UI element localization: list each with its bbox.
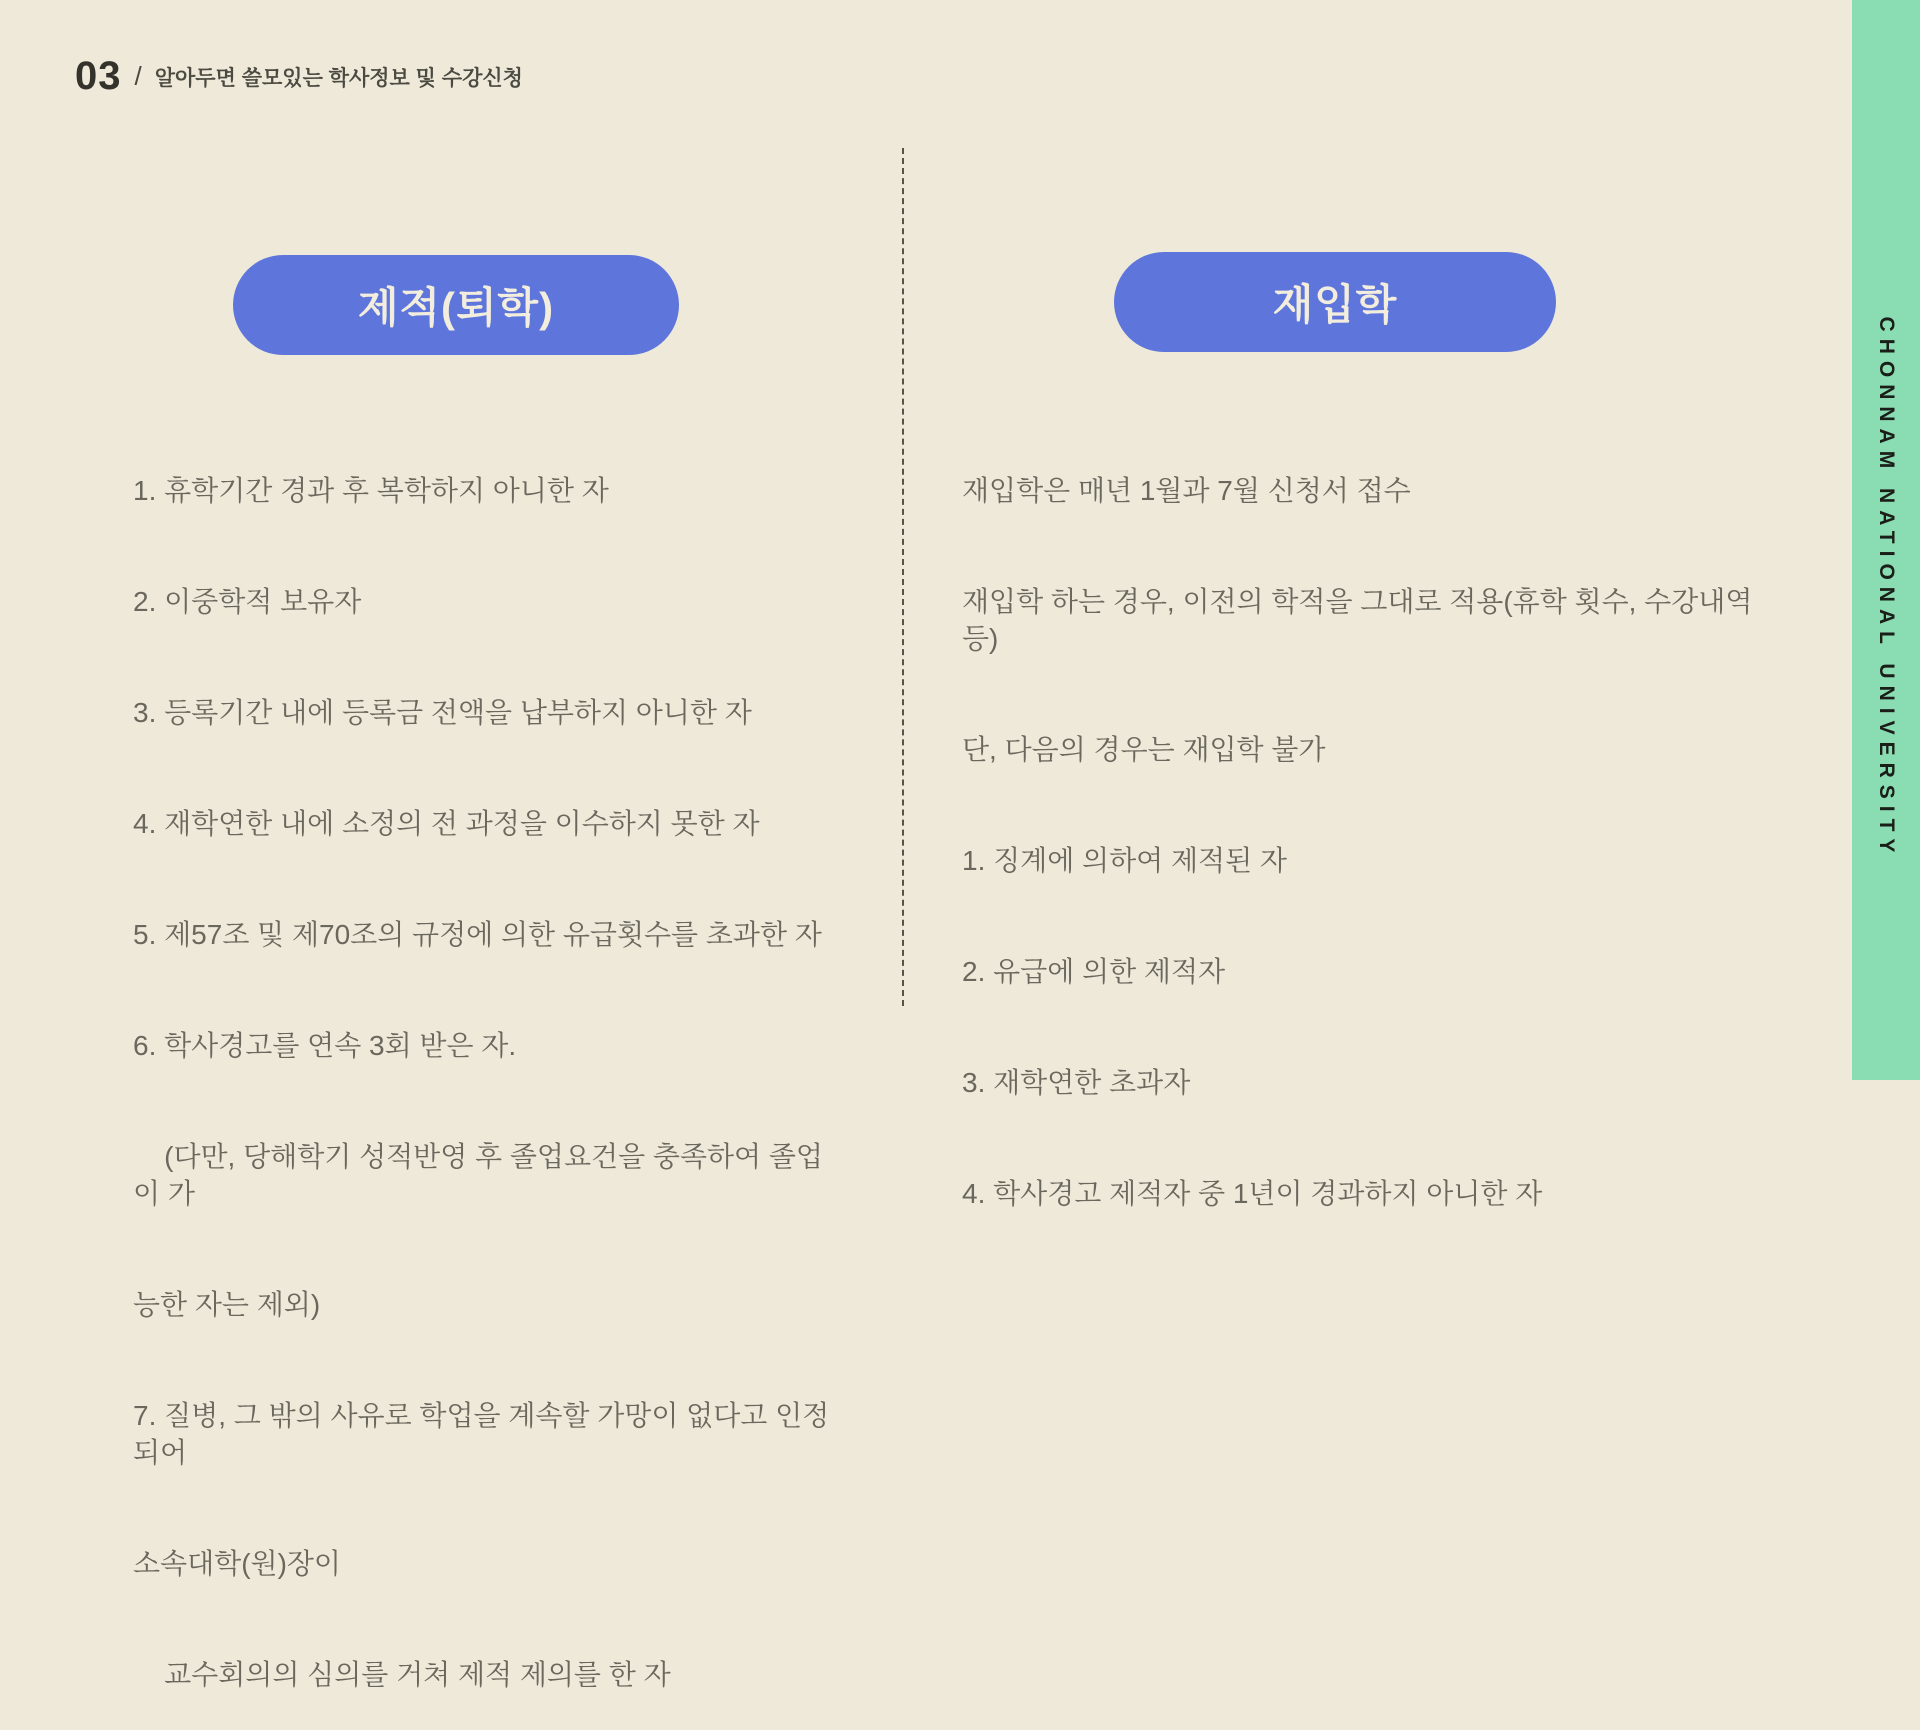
university-name-vertical: CHONNAM NATIONAL UNIVERSITY [1875, 316, 1898, 860]
right-section-title: 재입학 [1272, 281, 1398, 328]
list-line: 4. 재학연한 내에 소정의 전 과정을 이수하지 못한 자 [133, 808, 760, 839]
right-section-title-pill [1114, 252, 1556, 352]
list-line: 4. 학사경고 제적자 중 1년이 경과하지 아니한 자 [962, 1178, 1543, 1209]
left-section-title: 제적(퇴학) [357, 284, 555, 331]
list-line: 교수회의의 심의를 거쳐 제적 제의를 한 자 [133, 1659, 671, 1690]
list-line: 6. 학사경고를 연속 3회 받은 자. [133, 1030, 517, 1061]
list-line: 재입학은 매년 1월과 7월 신청서 접수 [962, 475, 1411, 506]
slide-header [75, 56, 523, 96]
list-line: 3. 재학연한 초과자 [962, 1067, 1191, 1098]
list-line: 1. 징계에 의하여 제적된 자 [962, 845, 1287, 876]
list-line: (다만, 당해학기 성적반영 후 졸업요건을 충족하여 졸업이 가 [133, 1141, 823, 1209]
slide-title: 알아두면 쓸모있는 학사정보 및 수강신청 [154, 66, 523, 90]
list-line: 5. 제57조 및 제70조의 규정에 의한 유급횟수를 초과한 자 [133, 919, 822, 950]
list-line: 3. 등록기간 내에 등록금 전액을 납부하지 아니한 자 [133, 697, 752, 728]
list-line: 2. 이중학적 보유자 [133, 586, 362, 617]
list-line: 2. 유급에 의한 제적자 [962, 956, 1226, 987]
list-line: 능한 자는 제외) [133, 1289, 321, 1320]
list-line: 단, 다음의 경우는 재입학 불가 [962, 734, 1326, 765]
right-section-body [962, 398, 1792, 1249]
list-line: 7. 질병, 그 밖의 사유로 학업을 계속할 가망이 없다고 인정되어 [133, 1400, 830, 1468]
slide-header-separator: / [134, 61, 142, 91]
slide-number: 03 [75, 54, 122, 98]
left-section-body [133, 398, 833, 1730]
university-brand-bar [1852, 0, 1920, 1080]
list-line: 재입학 하는 경우, 이전의 학적을 그대로 적용(휴학 횟수, 수강내역 등) [962, 586, 1761, 654]
center-dashed-divider [902, 148, 904, 1006]
list-line: 소속대학(원)장이 [133, 1548, 341, 1579]
left-section-title-pill [233, 255, 679, 355]
list-line: 1. 휴학기간 경과 후 복학하지 아니한 자 [133, 475, 609, 506]
